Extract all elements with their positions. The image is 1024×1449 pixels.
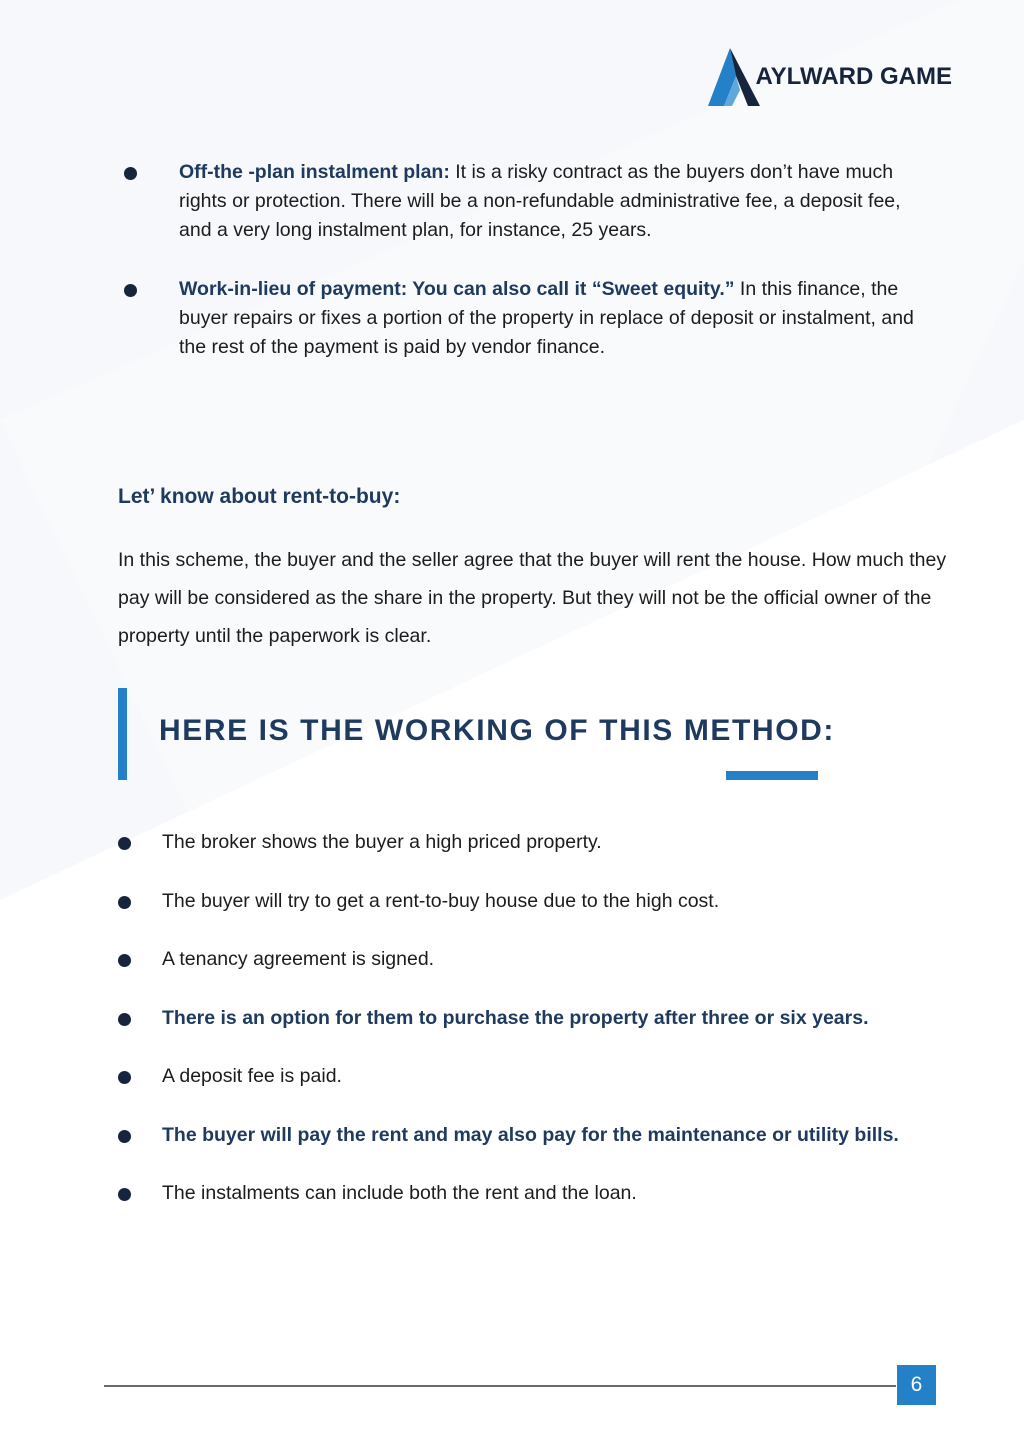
- bullet-icon: [118, 896, 131, 909]
- bullet-icon: [118, 954, 131, 967]
- item-text: In this finance, the buyer repairs or fixes a portion of the property in replace of deposit or instalment, and the rest of the payment is paid by vendor finance.: [179, 277, 914, 359]
- step-text: A tenancy agreement is signed.: [162, 948, 435, 970]
- heading-accent-bar: [118, 688, 127, 780]
- method-heading: HERE IS THE WORKING OF THIS METHOD:: [159, 714, 835, 747]
- list-item: [118, 887, 908, 916]
- footer-divider: [104, 1385, 896, 1387]
- brand-name: AYLWARD GAME: [755, 63, 952, 90]
- list-item: [118, 158, 918, 246]
- list-item: [118, 945, 908, 974]
- bullet-icon: [118, 1013, 131, 1026]
- step-text: The broker shows the buyer a high priced property.: [162, 831, 602, 853]
- list-item: [118, 1004, 908, 1033]
- list-item: [118, 1062, 908, 1091]
- page-number: 6: [897, 1365, 936, 1405]
- list-item: [118, 275, 918, 363]
- step-text: The buyer will pay the rent and may also pay for the maintenance or utility bills.: [162, 1123, 899, 1146]
- item-lead: Off-the -plan instalment plan:: [179, 161, 450, 183]
- list-item: [118, 1121, 908, 1150]
- bullet-icon: [118, 837, 131, 850]
- bullet-icon: [118, 1071, 131, 1084]
- brand-logo: [706, 46, 952, 108]
- method-steps-list: [118, 828, 908, 1238]
- list-item: [118, 828, 908, 857]
- section-heading: Let’ know about rent-to-buy:: [118, 485, 401, 508]
- item-text: It is a risky contract as the buyers don’t have much rights or protection. There will be a non-refundable administrative fee, a deposit fee, and a very long instalment plan, for instance, 25 years.: [179, 161, 901, 242]
- item-lead: Work-in-lieu of payment: You can also call it “Sweet equity.”: [179, 277, 735, 300]
- heading-underline: [726, 771, 818, 780]
- section-paragraph: In this scheme, the buyer and the seller agree that the buyer will rent the house. How much they pay will be considered as the share in the property. But they will not be the official owner of the property until the paperwork is clear.: [118, 549, 947, 647]
- logo-mark-icon: [706, 46, 762, 108]
- step-text: The instalments can include both the rent and the loan.: [162, 1182, 637, 1204]
- bullet-icon: [124, 284, 137, 297]
- step-text: The buyer will try to get a rent-to-buy house due to the high cost.: [162, 889, 720, 912]
- list-item: [118, 1179, 908, 1208]
- bullet-icon: [118, 1130, 131, 1143]
- step-text: A deposit fee is paid.: [162, 1065, 342, 1087]
- bullet-icon: [118, 1188, 131, 1201]
- top-bullet-list: [118, 158, 918, 391]
- bullet-icon: [124, 167, 137, 180]
- step-text: There is an option for them to purchase the property after three or six years.: [162, 1006, 869, 1029]
